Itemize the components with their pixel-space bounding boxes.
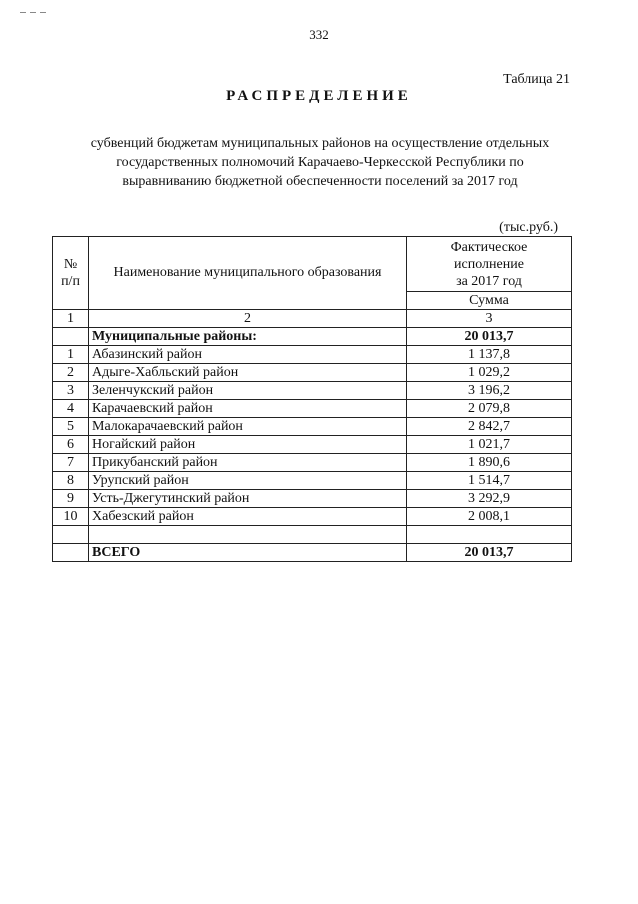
row-num: 9 [53, 490, 89, 508]
table-row [53, 490, 572, 508]
row-num: 8 [53, 472, 89, 490]
total-row [53, 544, 572, 562]
row-num: 10 [53, 508, 89, 526]
row-value: 3 196,2 [407, 382, 572, 400]
row-value: 3 292,9 [407, 490, 572, 508]
header-num-line: п/п [61, 274, 80, 289]
header-value-sub: Сумма [407, 292, 572, 310]
row-name: Карачаевский район [89, 400, 407, 418]
table-header-row [53, 237, 572, 292]
header-num-line: № [63, 257, 78, 272]
subtitle-line: субвенций бюджетам муниципальных районов на осуществление отдельных [90, 136, 550, 151]
table-row [53, 418, 572, 436]
row-num: 2 [53, 364, 89, 382]
row-num: 7 [53, 454, 89, 472]
header-value-line: Фактическое [450, 240, 528, 255]
units-label: (тыс.руб.) [499, 220, 558, 235]
row-value: 2 842,7 [407, 418, 572, 436]
table-row [53, 472, 572, 490]
header-name: Наименование муниципального образования [89, 237, 407, 310]
row-value: 1 029,2 [407, 364, 572, 382]
row-value: 2 008,1 [407, 508, 572, 526]
subtitle-line: выравниванию бюджетной обеспеченности поселений за 2017 год [122, 174, 518, 189]
header-value-line: за 2017 год [456, 274, 522, 289]
row-num: 5 [53, 418, 89, 436]
row-value: 20 013,7 [407, 328, 572, 346]
subtitle-line: государственных полномочий Карачаево-Черкесской Республики по [116, 155, 524, 170]
table-row [53, 346, 572, 364]
empty-row [53, 526, 572, 544]
row-name: Абазинский район [89, 346, 407, 364]
row-name: Хабезский район [89, 508, 407, 526]
row-value: 1 514,7 [407, 472, 572, 490]
row-name: Зеленчукский район [89, 382, 407, 400]
distribution-table [52, 236, 572, 562]
table-row [53, 454, 572, 472]
total-value: 20 013,7 [407, 544, 572, 562]
col-index: 2 [89, 310, 407, 328]
column-index-row [53, 310, 572, 328]
empty-cell [89, 526, 407, 544]
row-name: Усть-Джегутинский район [89, 490, 407, 508]
table-row [53, 364, 572, 382]
row-num [53, 328, 89, 346]
table-row [53, 508, 572, 526]
row-num: 4 [53, 400, 89, 418]
table-row [53, 436, 572, 454]
row-num: 1 [53, 346, 89, 364]
col-index: 3 [407, 310, 572, 328]
header-num [53, 237, 89, 310]
row-value: 1 890,6 [407, 454, 572, 472]
row-name: Ногайский район [89, 436, 407, 454]
row-name: Прикубанский район [89, 454, 407, 472]
empty-cell [53, 526, 89, 544]
scan-artifact [20, 0, 90, 2]
document-subtitle [60, 134, 580, 191]
row-num: 3 [53, 382, 89, 400]
row-num [53, 544, 89, 562]
table-row [53, 400, 572, 418]
col-index: 1 [53, 310, 89, 328]
row-name: Урупский район [89, 472, 407, 490]
empty-cell [407, 526, 572, 544]
header-value-line: исполнение [454, 257, 524, 272]
total-label: ВСЕГО [89, 544, 407, 562]
table-label: Таблица 21 [503, 72, 570, 87]
row-name: Адыге-Хабльский район [89, 364, 407, 382]
row-num: 6 [53, 436, 89, 454]
row-name: Малокарачаевский район [89, 418, 407, 436]
row-value: 1 021,7 [407, 436, 572, 454]
row-name: Муниципальные районы: [89, 328, 407, 346]
row-value: 1 137,8 [407, 346, 572, 364]
page-number: 332 [309, 27, 329, 42]
group-row [53, 328, 572, 346]
table-row [53, 382, 572, 400]
document-title: РАСПРЕДЕЛЕНИЕ [226, 88, 412, 104]
header-value [407, 237, 572, 292]
row-value: 2 079,8 [407, 400, 572, 418]
